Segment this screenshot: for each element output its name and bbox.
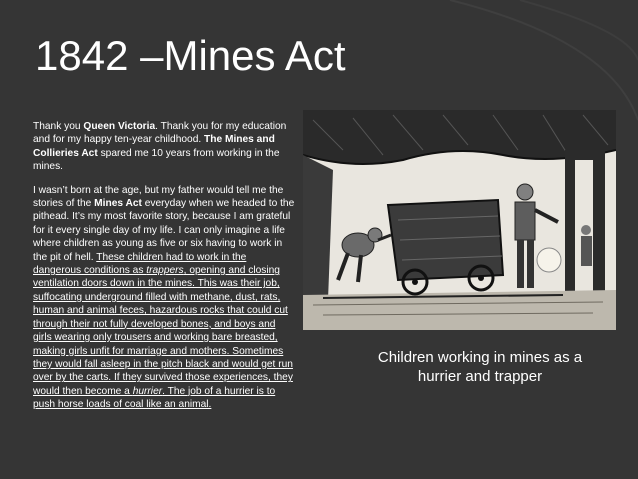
slide-title: 1842 –Mines Act — [35, 32, 346, 79]
p2-text-2: everyday when we headed to the pithead. It’s my most favorite story, because I am grateful for it every single day of my life. I can only imagine a life where children as young as five or six having to work in the pit of hell. — [33, 198, 295, 263]
mine-engraving — [303, 110, 616, 330]
paragraph-2 — [33, 184, 295, 412]
p1-bold-queen-victoria: Queen Victoria — [83, 121, 156, 132]
p2-underlined-trappers: trappers — [146, 265, 184, 277]
p2-underlined-1: These children had to work in the dangerous conditions as — [33, 251, 247, 277]
p2-underlined-3: . The job of a hurrier is to push horse loads of coal like an animal. — [33, 385, 276, 411]
p1-text-1: Thank you — [33, 121, 84, 132]
mine-illustration — [303, 110, 616, 330]
p2-bold-mines-act: Mines Act — [94, 198, 142, 210]
p1-bold-act-name: The Mines and Collieries Act — [33, 134, 275, 159]
p2-text-1: I wasn’t born at the age, but my father would tell me the stories of the — [33, 184, 284, 210]
slide-body-text — [33, 120, 295, 422]
p2-underlined-hurrier: hurrier — [132, 385, 163, 397]
paragraph-1 — [33, 120, 295, 174]
p1-text-2: . Thank you for my education and for my happy ten-year childhood. — [33, 121, 287, 146]
p2-underlined-2: , opening and closing ventilation doors down in the mines. This was their job, suffocating underground filled with methane, dust, rats, human and animal feces, hazardous rocks that could cut through their not fully developed bones, and boys and girls wearing only trousers and working bare breasted, making girls unfit for marriage and mothers. Sometimes they would fall asleep in the pitch black and would get run over by the carts. If they survived those experiences, they would then become a — [33, 265, 293, 397]
image-caption: Children working in mines as a hurrier and trapper — [377, 349, 583, 385]
p1-text-3: spared me 10 years from working in the mines. — [33, 147, 280, 173]
